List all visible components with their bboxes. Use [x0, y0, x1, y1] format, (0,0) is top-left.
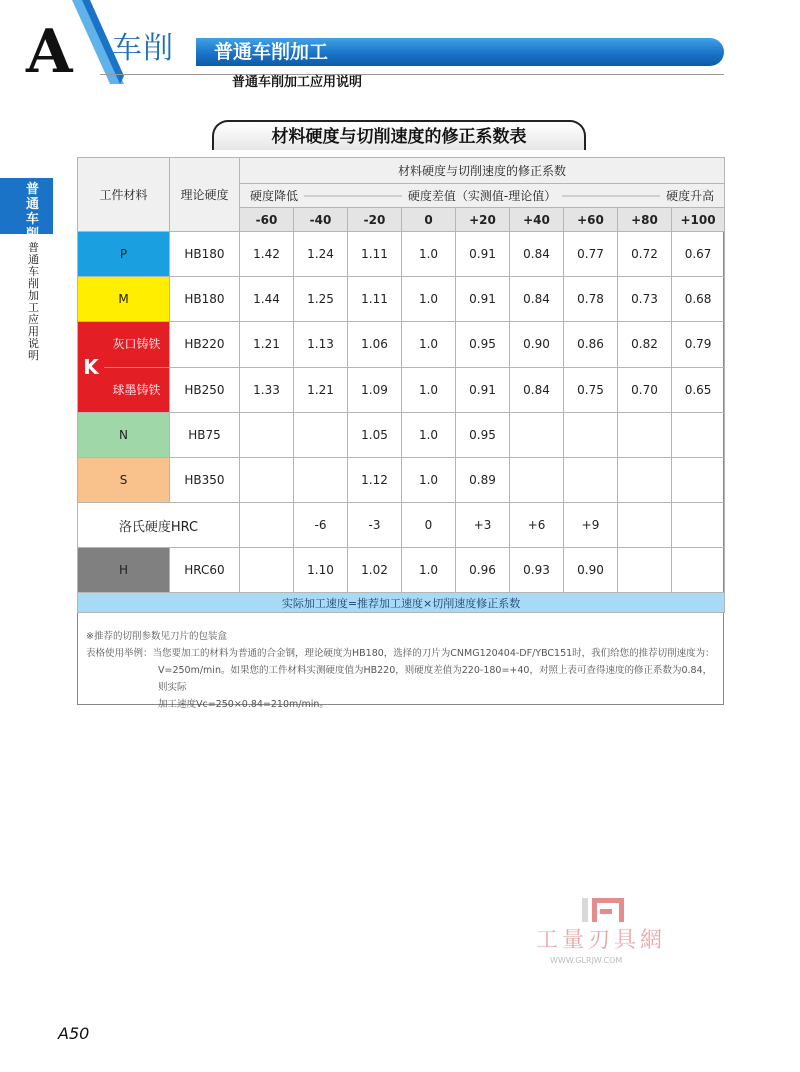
watermark-name: 工量刃具網	[536, 928, 667, 953]
value-cell: 0.86	[564, 322, 618, 368]
value-cell: 0.67	[672, 232, 725, 277]
value-cell: 1.21	[240, 322, 294, 368]
page-number: A50	[58, 1024, 90, 1043]
value-cell: 1.11	[348, 232, 402, 277]
value-cell	[618, 413, 672, 458]
hardness-cell: HB180	[170, 232, 240, 277]
value-cell: 1.10	[294, 548, 348, 593]
group-header: 材料硬度与切削速度的修正系数	[240, 158, 725, 184]
value-cell: 0.79	[672, 322, 725, 368]
note-line: 表格使用举例：当您要加工的材料为普通的合金钢，理论硬度为HB180，选择的刀片为CNMG120404-DF/YBC151时，我们给您的推荐切削速度为：	[86, 648, 715, 659]
value-cell: 0.78	[564, 277, 618, 322]
value-cell: 0.95	[456, 413, 510, 458]
value-cell	[510, 413, 564, 458]
value-cell	[240, 413, 294, 458]
value-cell: 0.91	[456, 232, 510, 277]
value-cell	[672, 458, 725, 503]
value-cell: 1.13	[294, 322, 348, 368]
value-cell: -3	[348, 503, 402, 548]
value-cell: 1.33	[240, 367, 294, 413]
scale-low-label: 硬度降低	[250, 189, 299, 203]
value-cell: 0.72	[618, 232, 672, 277]
value-cell: 0.91	[456, 277, 510, 322]
diff-header: +40	[510, 208, 564, 232]
material-k-sub2: 球墨铸铁	[112, 383, 161, 397]
value-cell: 1.44	[240, 277, 294, 322]
scale-high-label: 硬度升高	[666, 189, 715, 203]
value-cell	[564, 458, 618, 503]
note-line: V=250m/min。如果您的工件材料实测硬度值为HB220，则硬度差值为220-180=+40，对照上表可查得速度的修正系数为0.84，则实际	[158, 665, 713, 693]
diff-header: +20	[456, 208, 510, 232]
value-cell	[240, 548, 294, 593]
value-cell: 1.42	[240, 232, 294, 277]
value-cell: 0.90	[510, 322, 564, 368]
value-cell: 1.0	[402, 548, 456, 593]
col-header-material: 工件材料	[78, 158, 170, 232]
value-cell	[510, 458, 564, 503]
hardness-cell: HB220	[170, 322, 240, 368]
value-cell: 0.90	[564, 548, 618, 593]
hardness-cell: HB350	[170, 458, 240, 503]
material-k-letter: K	[83, 355, 99, 379]
table-title: 材料硬度与切削速度的修正系数表	[271, 127, 527, 147]
hrc-label: 洛氏硬度HRC	[78, 503, 240, 548]
note-line: ※推荐的切削参数见刀片的包装盒	[86, 631, 227, 642]
value-cell: 0.93	[510, 548, 564, 593]
value-cell: 1.0	[402, 367, 456, 413]
value-cell: 0.84	[510, 367, 564, 413]
side-tab-label: 普通车削	[26, 182, 40, 242]
value-cell: 1.24	[294, 232, 348, 277]
value-cell: 1.25	[294, 277, 348, 322]
col-header-hardness: 理论硬度	[170, 158, 240, 232]
material-k	[78, 322, 170, 413]
table-row-p	[78, 232, 725, 277]
value-cell: +3	[456, 503, 510, 548]
table-footer-row	[78, 593, 725, 613]
value-cell: +6	[510, 503, 564, 548]
hardness-scale-row	[240, 184, 725, 208]
value-cell: 1.0	[402, 322, 456, 368]
value-cell: 0.89	[456, 458, 510, 503]
value-cell: 0.91	[456, 367, 510, 413]
table-row-h	[78, 548, 725, 593]
value-cell	[618, 503, 672, 548]
diff-header: -20	[348, 208, 402, 232]
value-cell	[294, 458, 348, 503]
value-cell	[294, 413, 348, 458]
value-cell: 1.06	[348, 322, 402, 368]
value-cell	[672, 503, 725, 548]
diff-header: -60	[240, 208, 294, 232]
side-vertical-text: 普通车削加工应用说明	[28, 241, 39, 362]
arrow-left-icon	[304, 195, 402, 197]
value-cell: -6	[294, 503, 348, 548]
hardness-cell: HB180	[170, 277, 240, 322]
arrow-right-icon	[562, 195, 660, 197]
diff-header: +100	[672, 208, 725, 232]
value-cell: 1.0	[402, 232, 456, 277]
notes-block	[86, 628, 716, 713]
section-subtitle: 普通车削加工应用说明	[232, 75, 363, 90]
value-cell: 0.77	[564, 232, 618, 277]
material-h: H	[78, 548, 170, 593]
table-row-k1	[78, 322, 725, 368]
material-k-sub1: 灰口铸铁	[104, 322, 169, 368]
value-cell: 1.02	[348, 548, 402, 593]
header-divider	[100, 74, 724, 75]
material-s: S	[78, 458, 170, 503]
table-title-box	[212, 120, 586, 150]
table-row-s	[78, 458, 725, 503]
diff-header: +80	[618, 208, 672, 232]
table-row-m	[78, 277, 725, 322]
diff-header: -40	[294, 208, 348, 232]
value-cell: 1.0	[402, 413, 456, 458]
value-cell: 0.73	[618, 277, 672, 322]
table-row-n	[78, 413, 725, 458]
correction-table	[77, 157, 725, 613]
value-cell: 0.82	[618, 322, 672, 368]
value-cell: 0.75	[564, 367, 618, 413]
value-cell: 0.96	[456, 548, 510, 593]
material-n: N	[78, 413, 170, 458]
value-cell: 0.65	[672, 367, 725, 413]
watermark-url: WWW.GLRJW.COM	[550, 956, 623, 965]
scale-mid-label: 硬度差值（实测值-理论值）	[407, 189, 557, 203]
diff-header: 0	[402, 208, 456, 232]
value-cell: 1.09	[348, 367, 402, 413]
value-cell: 1.12	[348, 458, 402, 503]
table-row-k2	[78, 367, 725, 413]
value-cell: 0.68	[672, 277, 725, 322]
category-title: 车削	[112, 31, 174, 66]
value-cell	[672, 548, 725, 593]
value-cell: 1.0	[402, 277, 456, 322]
value-cell	[672, 413, 725, 458]
value-cell: 1.11	[348, 277, 402, 322]
value-cell: 0	[402, 503, 456, 548]
value-cell: 1.0	[402, 458, 456, 503]
value-cell	[240, 503, 294, 548]
value-cell: +9	[564, 503, 618, 548]
note-line: 加工速度Vc=250×0.84=210m/min。	[158, 699, 329, 710]
value-cell: 0.84	[510, 277, 564, 322]
material-p: P	[78, 232, 170, 277]
value-cell	[240, 458, 294, 503]
table-row-hrc	[78, 503, 725, 548]
section-letter: A	[26, 17, 73, 87]
value-cell: 0.95	[456, 322, 510, 368]
value-cell	[564, 413, 618, 458]
value-cell	[618, 458, 672, 503]
diff-header: +60	[564, 208, 618, 232]
value-cell: 1.05	[348, 413, 402, 458]
material-m: M	[78, 277, 170, 322]
value-cell: 0.84	[510, 232, 564, 277]
value-cell	[618, 548, 672, 593]
value-cell: 0.70	[618, 367, 672, 413]
hardness-cell: HRC60	[170, 548, 240, 593]
hardness-cell: HB75	[170, 413, 240, 458]
value-cell: 1.21	[294, 367, 348, 413]
formula-footer: 实际加工速度=推荐加工速度×切削速度修正系数	[78, 593, 725, 613]
watermark-logo-icon	[580, 896, 626, 926]
hardness-cell: HB250	[170, 367, 240, 413]
section-title: 普通车削加工	[214, 41, 329, 63]
